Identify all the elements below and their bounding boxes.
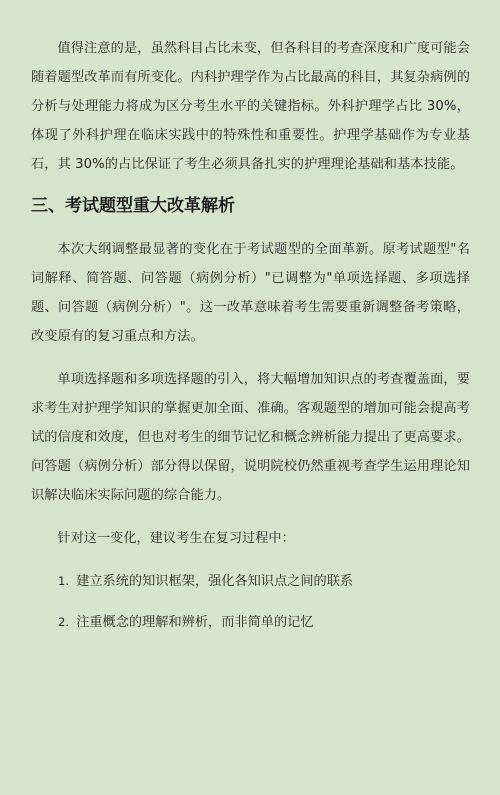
paragraph-question-type-change: 本次大纲调整最显著的变化在于考试题型的全面革新。原考试题型"名词解释、简答题、问答题（病例分析）"已调整为"单项选择题、多项选择题、问答题（病例分析）"。这一改革意味着考生需要重新调整备考策略，改变原有的复习重点和方法。 [31, 242, 470, 344]
paragraph-objective-questions: 单项选择题和多项选择题的引入，将大幅增加知识点的考查覆盖面，要求考生对护理学知识的掌握更加全面、准确。客观题型的增加可能会提高考试的信度和效度，但也对考生的细节记忆和概念辨析能力提出了更高要求。问答题（病例分析）部分得以保留，说明院校仍然重视考查学生运用理论知识解决临床实际问题的综合能力。 [31, 372, 470, 503]
list-item-text: 注重概念的理解和辨析，而非简单的记忆 [76, 615, 314, 630]
list-item-number: 1. [58, 574, 69, 588]
list-item-number: 2. [58, 615, 69, 629]
list-item-text: 建立系统的知识框架，强化各知识点之间的联系 [76, 574, 354, 589]
list-item [58, 567, 470, 596]
list-item [58, 608, 470, 637]
advice-intro: 针对这一变化，建议考生在复习过程中： [57, 531, 295, 546]
advice-list [31, 567, 470, 637]
paragraph-subject-weighting: 值得注意的是，虽然科目占比未变，但各科目的考查深度和广度可能会随着题型改革而有所变化。内科护理学作为占比最高的科目，其复杂病例的分析与处理能力将成为区分考生水平的关键指标。外科护理学占比 30%，体现了外科护理在临床实践中的特殊性和重要性。护理学基础作为专业基石，其 30%的占比保证了考生必须具备扎实的护理理论基础和基本技能。 [31, 41, 470, 172]
section-heading: 三、考试题型重大改革解析 [31, 196, 235, 216]
